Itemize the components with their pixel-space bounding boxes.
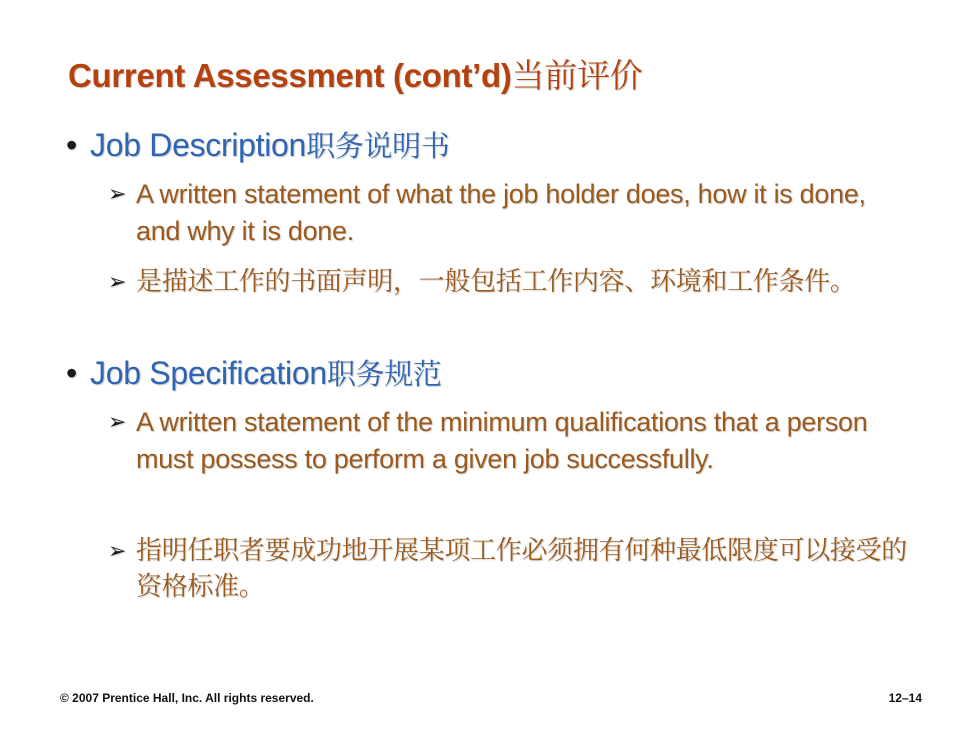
sub-bullet-specification-en: [108, 404, 908, 478]
sub-bullet-text: 是描述工作的书面声明，一般包括工作内容、环境和工作条件。: [136, 267, 856, 297]
bullet-label-zh: 职务规范: [326, 357, 442, 391]
sub-bullet-text: A written statement of what the job holder does, how it is done, and why it is done.: [136, 179, 866, 246]
bullet-dot-icon: •: [66, 127, 77, 163]
sub-bullet-description-en: [108, 176, 908, 250]
sub-bullet-specification-zh: [108, 533, 908, 605]
arrow-right-icon: ➢: [108, 539, 127, 564]
slide-title-zh: 当前评价: [511, 56, 643, 95]
arrow-right-icon: ➢: [108, 410, 127, 435]
bullet-label-zh: 职务说明书: [306, 129, 450, 163]
sub-bullet-text: A written statement of the minimum qualifications that a person must possess to perform a given job successfully.: [136, 407, 868, 474]
slide-title: [68, 50, 642, 97]
bullet-job-description: [66, 124, 450, 165]
sub-bullet-text: 指明任职者要成功地开展某项工作必须拥有何种最低限度可以接受的资格标准。: [136, 536, 908, 602]
sub-bullet-description-zh: [108, 264, 908, 300]
arrow-right-icon: ➢: [108, 270, 127, 295]
bullet-label-en: Job Specification: [90, 355, 327, 391]
bullet-job-specification: [66, 352, 442, 393]
slide-title-en: Current Assessment (cont’d): [68, 57, 512, 94]
footer-copyright: © 2007 Prentice Hall, Inc. All rights reserved.: [60, 691, 314, 705]
arrow-right-icon: ➢: [108, 182, 127, 207]
bullet-dot-icon: •: [66, 355, 77, 391]
footer-page-number: 12–14: [888, 691, 922, 705]
bullet-label-en: Job Description: [90, 127, 307, 163]
